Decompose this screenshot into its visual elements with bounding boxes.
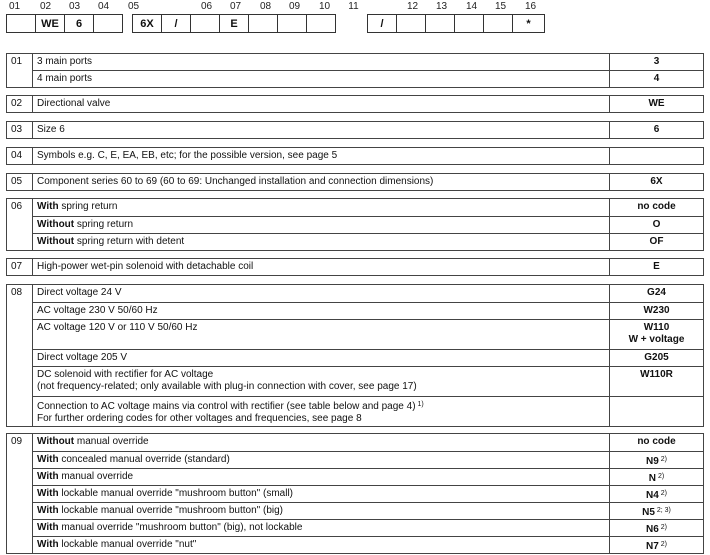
emphasis-text: With bbox=[37, 522, 59, 533]
code-cell: * bbox=[512, 14, 545, 33]
emphasis-text: With bbox=[37, 488, 59, 499]
option-code bbox=[610, 397, 703, 426]
emphasis-text: With bbox=[37, 454, 59, 465]
group-number: 02 bbox=[7, 96, 33, 112]
option-description bbox=[33, 469, 610, 485]
option-group-05 bbox=[6, 173, 704, 191]
position-number: 07 bbox=[229, 1, 242, 12]
option-description bbox=[33, 367, 610, 396]
position-number: 01 bbox=[8, 1, 21, 12]
option-description bbox=[33, 520, 610, 536]
option-row bbox=[33, 319, 703, 349]
code-value: 4 bbox=[653, 73, 660, 84]
group-number: 08 bbox=[7, 285, 33, 426]
description-line: For further ordering codes for other voltages and frequencies, see page 8 bbox=[37, 412, 362, 424]
footnote-mark: 2) bbox=[658, 490, 667, 497]
option-row bbox=[33, 349, 703, 366]
position-number: 10 bbox=[318, 1, 331, 12]
option-description bbox=[33, 148, 610, 164]
code-cell: E bbox=[219, 14, 249, 33]
group-number: 07 bbox=[7, 259, 33, 275]
position-number: 15 bbox=[494, 1, 507, 12]
code-value: W110 bbox=[643, 322, 670, 333]
option-description bbox=[33, 285, 610, 302]
position-number: 06 bbox=[200, 1, 213, 12]
option-description bbox=[33, 537, 610, 553]
option-code bbox=[610, 469, 703, 485]
option-description bbox=[33, 54, 610, 70]
option-code bbox=[610, 54, 703, 70]
group-number: 09 bbox=[7, 434, 33, 553]
group-number: 03 bbox=[7, 122, 33, 138]
description-line: With spring return bbox=[37, 201, 118, 212]
code-value: N4 $^{2)}$ bbox=[646, 490, 667, 501]
code-value: WE bbox=[648, 98, 665, 109]
group-number: 05 bbox=[7, 174, 33, 190]
code-cell bbox=[277, 14, 307, 33]
option-row bbox=[33, 519, 703, 536]
description-line: Direct voltage 205 V bbox=[37, 352, 128, 363]
code-cell: 6 bbox=[64, 14, 94, 33]
option-group-06 bbox=[6, 198, 704, 251]
description-line: AC voltage 120 V or 110 V 50/60 Hz bbox=[37, 322, 198, 333]
option-description bbox=[33, 122, 610, 138]
description-line: Symbols e.g. C, E, EA, EB, etc; for the possible version, see page 5 bbox=[37, 150, 338, 161]
option-description bbox=[33, 434, 610, 451]
option-description bbox=[33, 397, 610, 426]
code-value: no code bbox=[637, 436, 676, 447]
option-group-02 bbox=[6, 95, 704, 113]
option-code bbox=[610, 320, 703, 349]
code-cell: / bbox=[161, 14, 191, 33]
code-cell: WE bbox=[35, 14, 65, 33]
option-code bbox=[610, 486, 703, 502]
option-code bbox=[610, 174, 703, 190]
description-line: AC voltage 230 V 50/60 Hz bbox=[37, 305, 158, 316]
code-value: G24 bbox=[647, 287, 666, 298]
option-code bbox=[610, 234, 703, 250]
description-line: Without spring return bbox=[37, 219, 134, 230]
description-line: With concealed manual override (standard) bbox=[37, 454, 230, 465]
option-group-08 bbox=[6, 284, 704, 427]
code-value: E bbox=[653, 261, 660, 272]
group-number: 04 bbox=[7, 148, 33, 164]
group-number: 01 bbox=[7, 54, 33, 87]
option-row bbox=[33, 468, 703, 485]
code-value: W + voltage bbox=[628, 333, 685, 345]
description-line: With manual override "mushroom button" (big), not lockable bbox=[37, 522, 303, 533]
description-line: (not frequency-related; only available with plug-in connection with cover, see page 17) bbox=[37, 380, 417, 392]
code-value: N7 $^{2)}$ bbox=[646, 541, 667, 552]
option-code bbox=[610, 217, 703, 233]
option-row bbox=[33, 54, 703, 70]
option-description bbox=[33, 96, 610, 112]
option-description bbox=[33, 503, 610, 519]
description-line: With lockable manual override "mushroom button" (big) bbox=[37, 505, 284, 516]
position-number: 08 bbox=[259, 1, 272, 12]
footnote-mark: 1) bbox=[415, 401, 424, 408]
option-code bbox=[610, 285, 703, 302]
position-number: 12 bbox=[406, 1, 419, 12]
description-line: DC solenoid with rectifier for AC voltage bbox=[37, 369, 214, 380]
footnote-mark: 2) bbox=[658, 524, 667, 531]
description-line: 4 main ports bbox=[37, 73, 93, 84]
option-code bbox=[610, 96, 703, 112]
option-row bbox=[33, 485, 703, 502]
code-value: 6 bbox=[653, 124, 660, 135]
description-line: Size 6 bbox=[37, 124, 65, 135]
description-line: Directional valve bbox=[37, 98, 111, 109]
option-description bbox=[33, 234, 610, 250]
code-cell: 6X bbox=[132, 14, 162, 33]
position-number: 04 bbox=[97, 1, 110, 12]
option-row bbox=[33, 216, 703, 233]
option-code bbox=[610, 350, 703, 366]
description-line: High-power wet-pin solenoid with detachable coil bbox=[37, 261, 254, 272]
code-cell bbox=[306, 14, 336, 33]
option-description bbox=[33, 486, 610, 502]
option-row bbox=[33, 536, 703, 553]
code-value: N9 $^{2)}$ bbox=[646, 456, 667, 467]
code-cell bbox=[483, 14, 513, 33]
code-value: OF bbox=[649, 236, 664, 247]
option-code bbox=[610, 303, 703, 319]
option-code bbox=[610, 452, 703, 468]
description-line: Without manual override bbox=[37, 436, 149, 447]
code-value: W110R bbox=[640, 369, 673, 380]
option-code bbox=[610, 259, 703, 275]
code-value: 3 bbox=[653, 56, 660, 67]
position-number: 02 bbox=[39, 1, 52, 12]
option-group-03 bbox=[6, 121, 704, 139]
code-cell bbox=[396, 14, 426, 33]
option-row bbox=[33, 96, 703, 112]
option-group-09 bbox=[6, 433, 704, 554]
option-code bbox=[610, 367, 703, 396]
option-description bbox=[33, 320, 610, 349]
code-value: W230 bbox=[643, 305, 670, 316]
option-row bbox=[33, 396, 703, 426]
description-line: Direct voltage 24 V bbox=[37, 287, 122, 298]
option-code bbox=[610, 434, 703, 451]
option-code bbox=[610, 537, 703, 553]
description-line: Component series 60 to 69 (60 to 69: Unchanged installation and connection dimensions) bbox=[37, 176, 434, 187]
option-description bbox=[33, 452, 610, 468]
position-number: 11 bbox=[348, 1, 359, 12]
emphasis-text: With bbox=[37, 505, 59, 516]
option-row bbox=[33, 451, 703, 468]
code-cell bbox=[248, 14, 278, 33]
position-number: 09 bbox=[288, 1, 301, 12]
option-row bbox=[33, 233, 703, 250]
description-line: With lockable manual override "mushroom button" (small) bbox=[37, 488, 293, 499]
option-description bbox=[33, 71, 610, 87]
option-code bbox=[610, 148, 703, 164]
option-description bbox=[33, 350, 610, 366]
option-row bbox=[33, 199, 703, 216]
description-line: 3 main ports bbox=[37, 56, 93, 67]
option-group-07 bbox=[6, 258, 704, 276]
option-group-01 bbox=[6, 53, 704, 88]
emphasis-text: Without bbox=[37, 436, 75, 447]
footnote-mark: 2) bbox=[658, 541, 667, 548]
group-number: 06 bbox=[7, 199, 33, 250]
option-row bbox=[33, 302, 703, 319]
code-cell bbox=[93, 14, 123, 33]
option-row bbox=[33, 434, 703, 451]
option-row bbox=[33, 285, 703, 302]
option-code bbox=[610, 71, 703, 87]
description-line: Connection to AC voltage mains via control with rectifier (see table below and page 4) $^{1)}$ bbox=[37, 401, 424, 412]
emphasis-text: With bbox=[37, 539, 59, 550]
option-row bbox=[33, 259, 703, 275]
option-description bbox=[33, 217, 610, 233]
code-value: N5 $^{2; 3)}$ bbox=[642, 507, 671, 518]
option-code bbox=[610, 199, 703, 216]
option-code bbox=[610, 520, 703, 536]
option-description bbox=[33, 199, 610, 216]
description-line: With manual override bbox=[37, 471, 134, 482]
code-value: N6 $^{2)}$ bbox=[646, 524, 667, 535]
code-cell bbox=[454, 14, 484, 33]
code-cell bbox=[190, 14, 220, 33]
position-number: 03 bbox=[68, 1, 81, 12]
footnote-mark: 2) bbox=[656, 473, 665, 480]
code-cell: / bbox=[367, 14, 397, 33]
description-line: With lockable manual override "nut" bbox=[37, 539, 197, 550]
code-value: N $^{2)}$ bbox=[648, 473, 665, 484]
option-group-04 bbox=[6, 147, 704, 165]
code-value: O bbox=[652, 219, 661, 230]
option-code bbox=[610, 503, 703, 519]
option-description bbox=[33, 303, 610, 319]
emphasis-text: With bbox=[37, 471, 59, 482]
footnote-mark: 2; 3) bbox=[654, 507, 671, 514]
position-number: 05 bbox=[127, 1, 140, 12]
description-line: Without spring return with detent bbox=[37, 236, 185, 247]
option-row bbox=[33, 70, 703, 87]
code-cell bbox=[6, 14, 36, 33]
option-row bbox=[33, 174, 703, 190]
option-description bbox=[33, 259, 610, 275]
position-number: 14 bbox=[465, 1, 478, 12]
position-number: 13 bbox=[435, 1, 448, 12]
position-number: 16 bbox=[524, 1, 537, 12]
footnote-mark: 2) bbox=[658, 456, 667, 463]
emphasis-text: Without bbox=[37, 219, 75, 230]
option-row bbox=[33, 122, 703, 138]
emphasis-text: Without bbox=[37, 236, 75, 247]
emphasis-text: With bbox=[37, 201, 59, 212]
option-description bbox=[33, 174, 610, 190]
option-row bbox=[33, 366, 703, 396]
code-value: 6X bbox=[650, 176, 663, 187]
option-code bbox=[610, 122, 703, 138]
code-value: no code bbox=[637, 201, 676, 212]
code-cell bbox=[425, 14, 455, 33]
code-value: G205 bbox=[644, 352, 669, 363]
option-row bbox=[33, 502, 703, 519]
option-row bbox=[33, 148, 703, 164]
